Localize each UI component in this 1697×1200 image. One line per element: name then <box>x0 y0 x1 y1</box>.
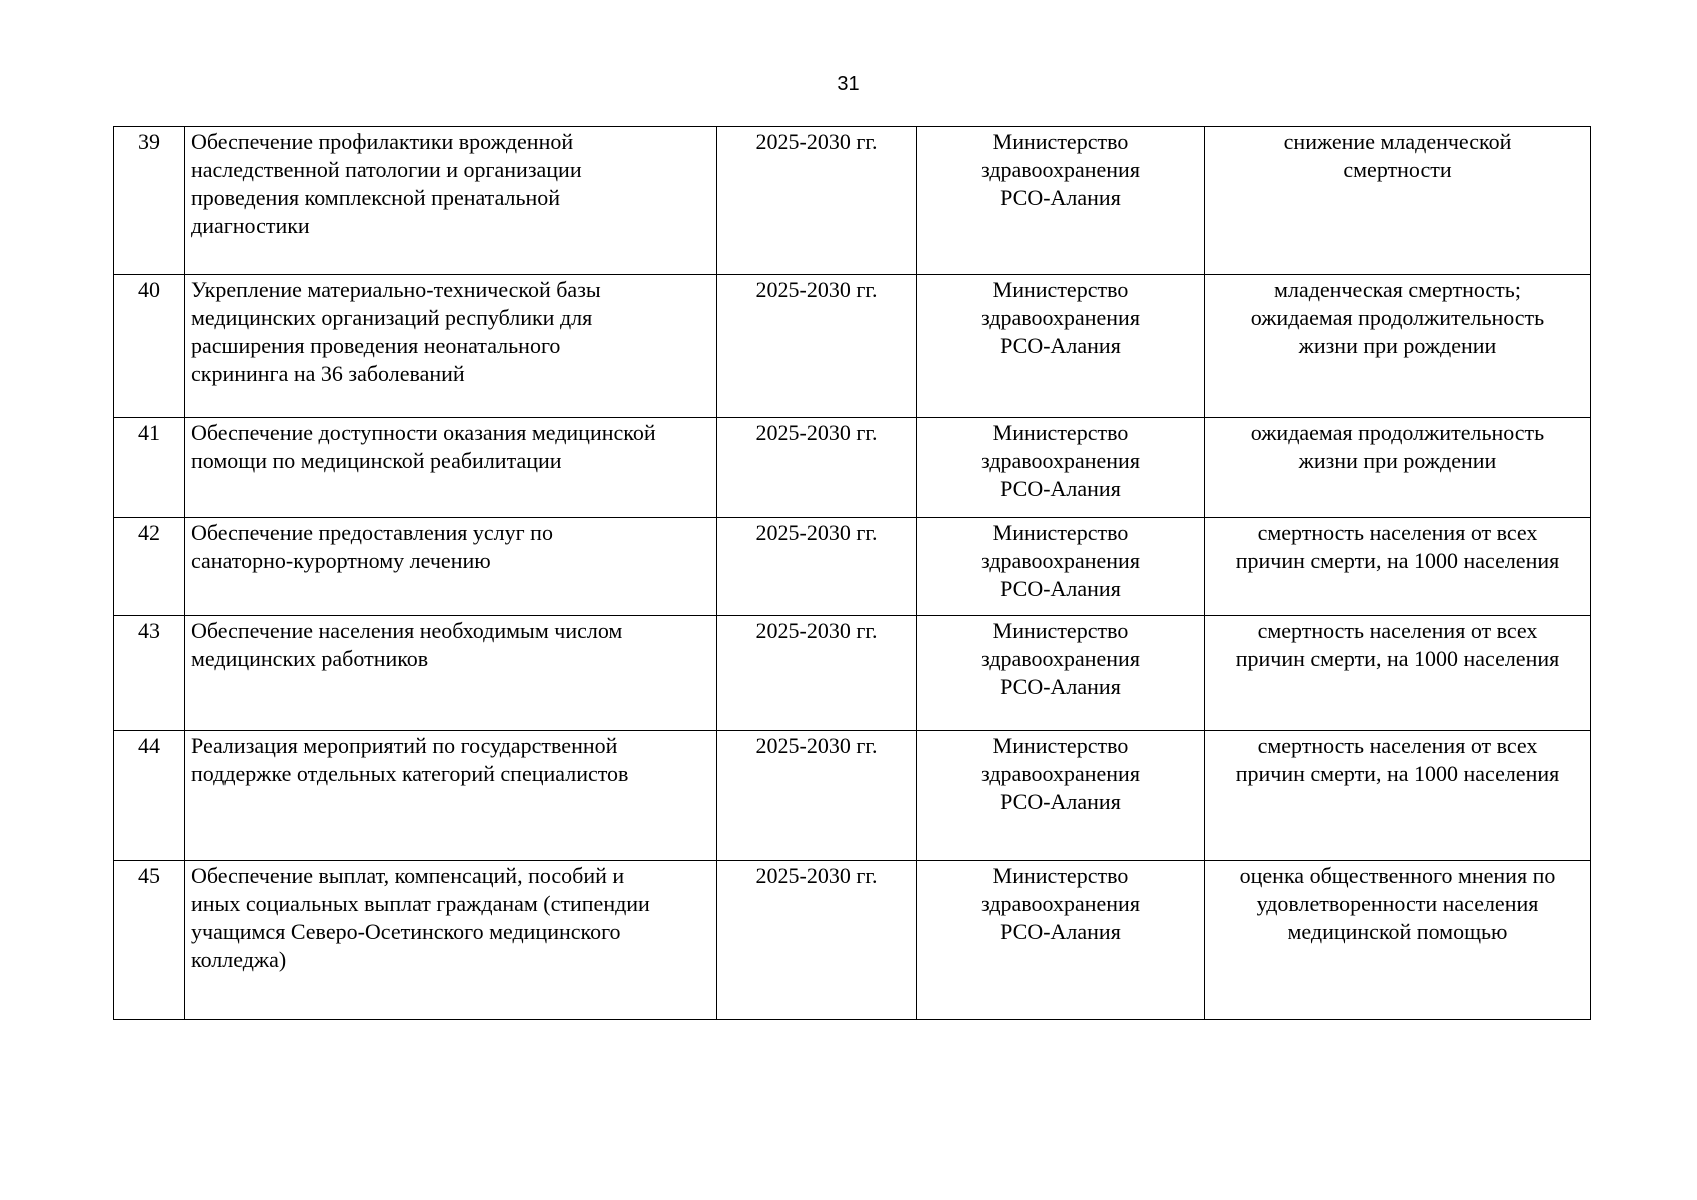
period-cell: 2025-2030 гг. <box>717 731 917 861</box>
executor-cell: Министерство здравоохранения РСО-Алания <box>917 861 1205 1020</box>
table-row <box>114 518 1591 616</box>
indicator-cell: смертность населения от всех причин смерти, на 1000 населения <box>1205 616 1591 731</box>
row-number-cell: 45 <box>114 861 185 1020</box>
indicator-cell: оценка общественного мнения по удовлетворенности населения медицинской помощью <box>1205 861 1591 1020</box>
row-number-cell: 41 <box>114 418 185 518</box>
row-number-cell: 39 <box>114 127 185 275</box>
activity-cell: Реализация мероприятий по государственной поддержке отдельных категорий специалистов <box>185 731 717 861</box>
table-row <box>114 418 1591 518</box>
activities-table <box>113 126 1591 1020</box>
indicator-cell: смертность населения от всех причин смерти, на 1000 населения <box>1205 731 1591 861</box>
executor-cell: Министерство здравоохранения РСО-Алания <box>917 731 1205 861</box>
indicator-cell: смертность населения от всех причин смерти, на 1000 населения <box>1205 518 1591 616</box>
activity-cell: Обеспечение предоставления услуг по санаторно-курортному лечению <box>185 518 717 616</box>
indicator-cell: снижение младенческой смертности <box>1205 127 1591 275</box>
row-number-cell: 42 <box>114 518 185 616</box>
row-number-cell: 44 <box>114 731 185 861</box>
table-row <box>114 275 1591 418</box>
executor-cell: Министерство здравоохранения РСО-Алания <box>917 127 1205 275</box>
period-cell: 2025-2030 гг. <box>717 861 917 1020</box>
row-number-cell: 43 <box>114 616 185 731</box>
table-row <box>114 127 1591 275</box>
period-cell: 2025-2030 гг. <box>717 616 917 731</box>
period-cell: 2025-2030 гг. <box>717 418 917 518</box>
executor-cell: Министерство здравоохранения РСО-Алания <box>917 275 1205 418</box>
activity-cell: Обеспечение доступности оказания медицинской помощи по медицинской реабилитации <box>185 418 717 518</box>
row-number-cell: 40 <box>114 275 185 418</box>
period-cell: 2025-2030 гг. <box>717 127 917 275</box>
page-number: 31 <box>837 73 860 95</box>
activity-cell: Укрепление материально-технической базы медицинских организаций республики для расширения проведения неонатального скрининга на 36 заболеваний <box>185 275 717 418</box>
period-cell: 2025-2030 гг. <box>717 518 917 616</box>
activity-cell: Обеспечение выплат, компенсаций, пособий и иных социальных выплат гражданам (стипендии учащимся Северо-Осетинского медицинского колледжа) <box>185 861 717 1020</box>
indicator-cell: младенческая смертность; ожидаемая продолжительность жизни при рождении <box>1205 275 1591 418</box>
table-row <box>114 616 1591 731</box>
executor-cell: Министерство здравоохранения РСО-Алания <box>917 518 1205 616</box>
activity-cell: Обеспечение населения необходимым числом медицинских работников <box>185 616 717 731</box>
executor-cell: Министерство здравоохранения РСО-Алания <box>917 418 1205 518</box>
table-row <box>114 731 1591 861</box>
table-row <box>114 861 1591 1020</box>
activity-cell: Обеспечение профилактики врожденной наследственной патологии и организации проведения комплексной пренатальной диагностики <box>185 127 717 275</box>
executor-cell: Министерство здравоохранения РСО-Алания <box>917 616 1205 731</box>
period-cell: 2025-2030 гг. <box>717 275 917 418</box>
indicator-cell: ожидаемая продолжительность жизни при рождении <box>1205 418 1591 518</box>
